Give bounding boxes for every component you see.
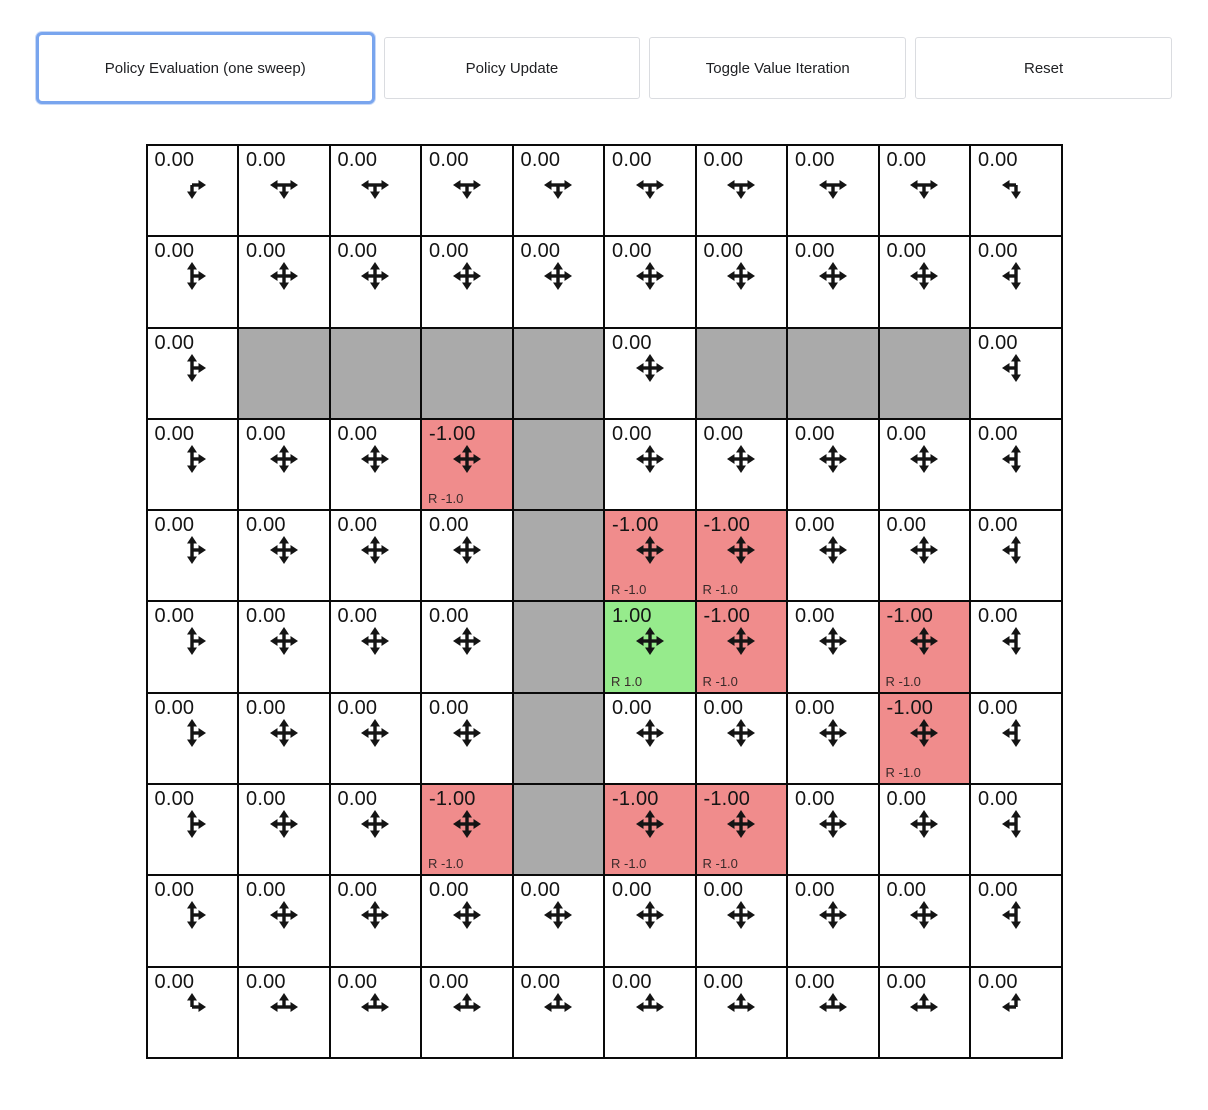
cell-reward-label: R -1.0 [428,856,464,872]
grid-cell[interactable] [422,420,512,509]
policy-arrows-icon [818,900,848,930]
policy-update-button[interactable]: Policy Update [384,37,641,99]
grid-cell[interactable] [697,420,787,509]
policy-arrows-icon [452,992,482,1022]
cell-reward-label: R -1.0 [702,582,738,598]
cell-value: 0.00 [520,879,561,902]
grid-cell[interactable] [148,511,238,600]
grid-cell[interactable] [880,511,970,600]
policy-arrows-icon [726,170,756,200]
cell-value: 0.00 [612,149,652,171]
cell-value: 0.00 [612,970,652,993]
wall-cell [422,329,512,418]
grid-cell[interactable] [331,968,421,1057]
grid-cell[interactable] [880,420,970,509]
grid-cell[interactable] [697,876,787,965]
policy-arrows-icon [909,170,939,200]
policy-arrows-icon [360,444,390,474]
cell-value: 0.00 [795,879,835,902]
wall-cell [788,329,878,418]
policy-arrows-icon [452,170,482,200]
policy-arrows-icon [1001,718,1031,748]
policy-arrows-icon [360,718,390,748]
cell-reward-label: R -1.0 [885,673,921,689]
grid-cell[interactable] [788,420,878,509]
policy-arrows-icon [177,992,207,1022]
cell-reward-label: R -1.0 [611,856,647,872]
grid-cell[interactable] [239,694,329,783]
grid-cell[interactable] [880,602,970,691]
cell-value: 0.00 [703,970,744,993]
grid-cell[interactable] [148,329,238,418]
policy-arrows-icon [269,170,299,200]
cell-value: 0.00 [246,514,286,537]
toolbar [36,30,1172,106]
grid-cell[interactable] [239,237,329,326]
grid-cell[interactable] [971,420,1061,509]
policy-arrows-icon [360,626,390,656]
grid-cell[interactable] [331,785,421,874]
wall-cell [514,602,604,691]
cell-reward-label: R -1.0 [885,765,921,781]
cell-reward-label: R -1.0 [428,491,464,507]
cell-value: 0.00 [154,970,195,993]
grid-cell[interactable] [697,785,787,874]
grid-cell[interactable] [788,968,878,1057]
cell-value: -1.00 [703,514,751,537]
grid-cell[interactable] [422,146,512,235]
grid-cell[interactable] [605,329,695,418]
cell-value: 0.00 [429,696,469,719]
wall-cell [514,511,604,600]
cell-value: 0.00 [429,970,469,993]
cell-value: -1.00 [612,514,659,537]
grid-cell[interactable] [788,876,878,965]
cell-value: 0.00 [154,149,195,171]
policy-arrows-icon [726,900,756,930]
grid-cell[interactable] [514,968,604,1057]
cell-value: 0.00 [154,605,195,628]
grid-cell[interactable] [880,146,970,235]
cell-value: 0.00 [612,422,652,445]
grid-cell[interactable] [239,968,329,1057]
grid-cell[interactable] [971,329,1061,418]
cell-reward-label: R 1.0 [611,673,643,689]
cell-value: 0.00 [246,879,286,902]
policy-arrows-icon [818,261,848,291]
policy-arrows-icon [177,444,207,474]
grid-cell[interactable] [331,876,421,965]
policy-arrows-icon [360,900,390,930]
cell-value: 0.00 [246,970,286,993]
cell-value: 0.00 [978,240,1018,263]
grid-cell[interactable] [697,602,787,691]
policy-evaluation-button[interactable]: Policy Evaluation (one sweep) [36,32,375,104]
wall-cell [880,329,970,418]
policy-arrows-icon [635,444,665,474]
grid-cell[interactable] [605,237,695,326]
cell-value: -1.00 [886,605,934,628]
grid-cell[interactable] [971,968,1061,1057]
policy-arrows-icon [269,535,299,565]
grid-cell[interactable] [788,511,878,600]
policy-arrows-icon [543,261,573,291]
policy-arrows-icon [452,626,482,656]
grid-cell[interactable] [148,420,238,509]
cell-value: 0.00 [246,240,286,263]
policy-arrows-icon [269,626,299,656]
grid-cell[interactable] [148,785,238,874]
grid-cell[interactable] [422,237,512,326]
cell-value: 0.00 [154,514,195,537]
policy-arrows-icon [360,170,390,200]
cell-value: 0.00 [246,149,286,171]
cell-value: -1.00 [886,696,934,719]
cell-value: 0.00 [154,879,195,902]
cell-value: 0.00 [703,879,744,902]
cell-value: -1.00 [612,788,659,811]
grid-cell[interactable] [239,876,329,965]
cell-value: 0.00 [612,879,652,902]
grid-cell[interactable] [331,511,421,600]
grid-cell[interactable] [697,146,787,235]
grid-cell[interactable] [331,237,421,326]
grid-cell[interactable] [148,968,238,1057]
cell-value: 0.00 [795,240,835,263]
grid-cell[interactable] [971,694,1061,783]
grid-cell[interactable] [422,511,512,600]
cell-value: -1.00 [429,788,476,811]
policy-arrows-icon [543,992,573,1022]
cell-value: 0.00 [429,240,469,263]
grid-cell[interactable] [605,420,695,509]
cell-value: 1.00 [612,605,652,628]
cell-value: 0.00 [246,696,286,719]
grid-cell[interactable] [239,602,329,691]
policy-arrows-icon [726,626,756,656]
cell-value: 0.00 [337,879,378,902]
grid-cell[interactable] [148,146,238,235]
policy-arrows-icon [909,535,939,565]
grid-cell[interactable] [605,694,695,783]
cell-value: 0.00 [978,970,1018,993]
grid-cell[interactable] [331,602,421,691]
cell-value: 0.00 [337,240,378,263]
policy-arrows-icon [726,809,756,839]
cell-value: 0.00 [337,696,378,719]
cell-value: 0.00 [886,149,927,171]
cell-value: 0.00 [978,149,1018,171]
grid-cell[interactable] [331,420,421,509]
cell-value: 0.00 [978,331,1018,354]
policy-arrows-icon [177,900,207,930]
cell-value: 0.00 [612,331,652,354]
gridworld [146,144,1063,1059]
wall-cell [514,420,604,509]
grid-cell[interactable] [605,876,695,965]
grid-cell[interactable] [880,237,970,326]
policy-arrows-icon [269,900,299,930]
cell-value: 0.00 [246,422,286,445]
policy-arrows-icon [1001,261,1031,291]
cell-value: -1.00 [429,422,476,445]
policy-arrows-icon [635,626,665,656]
policy-arrows-icon [909,992,939,1022]
grid-cell[interactable] [331,146,421,235]
policy-arrows-icon [269,992,299,1022]
policy-arrows-icon [452,809,482,839]
wall-cell [514,694,604,783]
grid-cell[interactable] [605,146,695,235]
grid-cell[interactable] [514,146,604,235]
cell-value: -1.00 [703,788,751,811]
cell-value: 0.00 [703,422,744,445]
grid-cell[interactable] [788,694,878,783]
cell-value: 0.00 [978,514,1018,537]
grid-cell[interactable] [239,420,329,509]
policy-arrows-icon [269,718,299,748]
grid-cell[interactable] [971,602,1061,691]
grid-cell[interactable] [605,602,695,691]
grid-cell[interactable] [239,511,329,600]
policy-arrows-icon [543,170,573,200]
grid-cell[interactable] [605,511,695,600]
cell-value: 0.00 [795,605,835,628]
reset-button[interactable]: Reset [915,37,1172,99]
policy-arrows-icon [909,261,939,291]
grid-cell[interactable] [148,602,238,691]
policy-arrows-icon [452,718,482,748]
cell-value: 0.00 [795,788,835,811]
grid-cell[interactable] [148,694,238,783]
cell-value: 0.00 [795,422,835,445]
policy-arrows-icon [1001,444,1031,474]
grid-cell[interactable] [788,785,878,874]
policy-arrows-icon [909,809,939,839]
policy-arrows-icon [726,992,756,1022]
policy-arrows-icon [726,718,756,748]
grid-cell[interactable] [880,785,970,874]
cell-value: 0.00 [886,240,927,263]
cell-value: 0.00 [154,788,195,811]
cell-value: 0.00 [978,422,1018,445]
grid-cell[interactable] [422,876,512,965]
policy-arrows-icon [1001,900,1031,930]
policy-arrows-icon [177,170,207,200]
cell-value: 0.00 [978,879,1018,902]
policy-arrows-icon [635,353,665,383]
policy-arrows-icon [177,718,207,748]
cell-value: 0.00 [886,970,927,993]
grid-cell[interactable] [971,876,1061,965]
policy-arrows-icon [269,444,299,474]
policy-arrows-icon [452,261,482,291]
grid-cell[interactable] [971,785,1061,874]
grid-cell[interactable] [788,237,878,326]
grid-cell[interactable] [422,968,512,1057]
grid-cell[interactable] [422,785,512,874]
wall-cell [239,329,329,418]
policy-arrows-icon [1001,353,1031,383]
grid-cell[interactable] [788,146,878,235]
grid-cell[interactable] [239,146,329,235]
cell-value: 0.00 [978,788,1018,811]
grid-cell[interactable] [148,237,238,326]
policy-arrows-icon [269,261,299,291]
cell-value: 0.00 [795,514,835,537]
cell-value: 0.00 [154,696,195,719]
policy-arrows-icon [818,809,848,839]
cell-reward-label: R -1.0 [702,856,738,872]
cell-value: 0.00 [337,788,378,811]
cell-value: 0.00 [886,788,927,811]
policy-arrows-icon [1001,626,1031,656]
grid-cell[interactable] [788,602,878,691]
policy-arrows-icon [360,992,390,1022]
cell-value: 0.00 [612,240,652,263]
policy-arrows-icon [360,809,390,839]
policy-arrows-icon [452,535,482,565]
policy-arrows-icon [909,626,939,656]
policy-arrows-icon [818,535,848,565]
policy-arrows-icon [1001,809,1031,839]
grid-cell[interactable] [971,511,1061,600]
cell-value: 0.00 [703,240,744,263]
policy-arrows-icon [360,535,390,565]
cell-value: 0.00 [154,331,195,354]
policy-arrows-icon [818,718,848,748]
cell-reward-label: R -1.0 [611,582,647,598]
wall-cell [514,785,604,874]
cell-value: 0.00 [337,970,378,993]
cell-value: 0.00 [886,422,927,445]
policy-arrows-icon [452,900,482,930]
grid-cell[interactable] [880,694,970,783]
cell-value: 0.00 [429,879,469,902]
cell-value: 0.00 [520,240,561,263]
grid-cell[interactable] [514,876,604,965]
grid-cell[interactable] [605,785,695,874]
wall-cell [514,329,604,418]
policy-arrows-icon [726,261,756,291]
policy-arrows-icon [452,444,482,474]
grid-cell[interactable] [148,876,238,965]
policy-arrows-icon [269,809,299,839]
cell-value: 0.00 [154,422,195,445]
policy-arrows-icon [635,718,665,748]
cell-value: 0.00 [886,514,927,537]
cell-value: 0.00 [337,422,378,445]
grid-cell[interactable] [697,968,787,1057]
toggle-value-iteration-button[interactable]: Toggle Value Iteration [649,37,906,99]
cell-value: 0.00 [337,514,378,537]
cell-value: 0.00 [429,149,469,171]
policy-arrows-icon [543,900,573,930]
cell-value: 0.00 [703,149,744,171]
cell-value: 0.00 [429,514,469,537]
cell-value: 0.00 [337,149,378,171]
policy-arrows-icon [1001,170,1031,200]
policy-arrows-icon [909,900,939,930]
cell-value: 0.00 [246,605,286,628]
wall-cell [331,329,421,418]
policy-arrows-icon [909,444,939,474]
policy-arrows-icon [726,535,756,565]
grid-cell[interactable] [971,146,1061,235]
policy-arrows-icon [635,261,665,291]
policy-arrows-icon [635,900,665,930]
grid-cell[interactable] [422,602,512,691]
cell-value: 0.00 [612,696,652,719]
policy-arrows-icon [726,444,756,474]
policy-arrows-icon [635,535,665,565]
grid-cell[interactable] [605,968,695,1057]
policy-arrows-icon [635,809,665,839]
cell-value: 0.00 [520,970,561,993]
grid-cell[interactable] [514,237,604,326]
policy-arrows-icon [177,261,207,291]
cell-value: 0.00 [795,970,835,993]
cell-value: 0.00 [795,149,835,171]
grid-cell[interactable] [331,694,421,783]
grid-cell[interactable] [880,876,970,965]
cell-value: -1.00 [703,605,751,628]
cell-value: 0.00 [246,788,286,811]
policy-arrows-icon [635,170,665,200]
gridworld-container [146,144,1063,1059]
cell-reward-label: R -1.0 [702,673,738,689]
policy-arrows-icon [177,626,207,656]
policy-arrows-icon [818,626,848,656]
grid-cell[interactable] [880,968,970,1057]
policy-arrows-icon [818,992,848,1022]
cell-value: 0.00 [429,605,469,628]
policy-arrows-icon [1001,535,1031,565]
cell-value: 0.00 [795,696,835,719]
policy-arrows-icon [1001,992,1031,1022]
grid-cell[interactable] [971,237,1061,326]
policy-arrows-icon [177,353,207,383]
cell-value: 0.00 [978,696,1018,719]
cell-value: 0.00 [703,696,744,719]
policy-arrows-icon [360,261,390,291]
policy-arrows-icon [909,718,939,748]
policy-arrows-icon [818,170,848,200]
cell-value: 0.00 [886,879,927,902]
cell-value: 0.00 [978,605,1018,628]
grid-cell[interactable] [697,237,787,326]
policy-arrows-icon [177,535,207,565]
grid-cell[interactable] [422,694,512,783]
policy-arrows-icon [818,444,848,474]
policy-arrows-icon [177,809,207,839]
grid-cell[interactable] [697,694,787,783]
policy-arrows-icon [635,992,665,1022]
cell-value: 0.00 [520,149,561,171]
grid-cell[interactable] [239,785,329,874]
cell-value: 0.00 [154,240,195,263]
grid-cell[interactable] [697,511,787,600]
cell-value: 0.00 [337,605,378,628]
wall-cell [697,329,787,418]
